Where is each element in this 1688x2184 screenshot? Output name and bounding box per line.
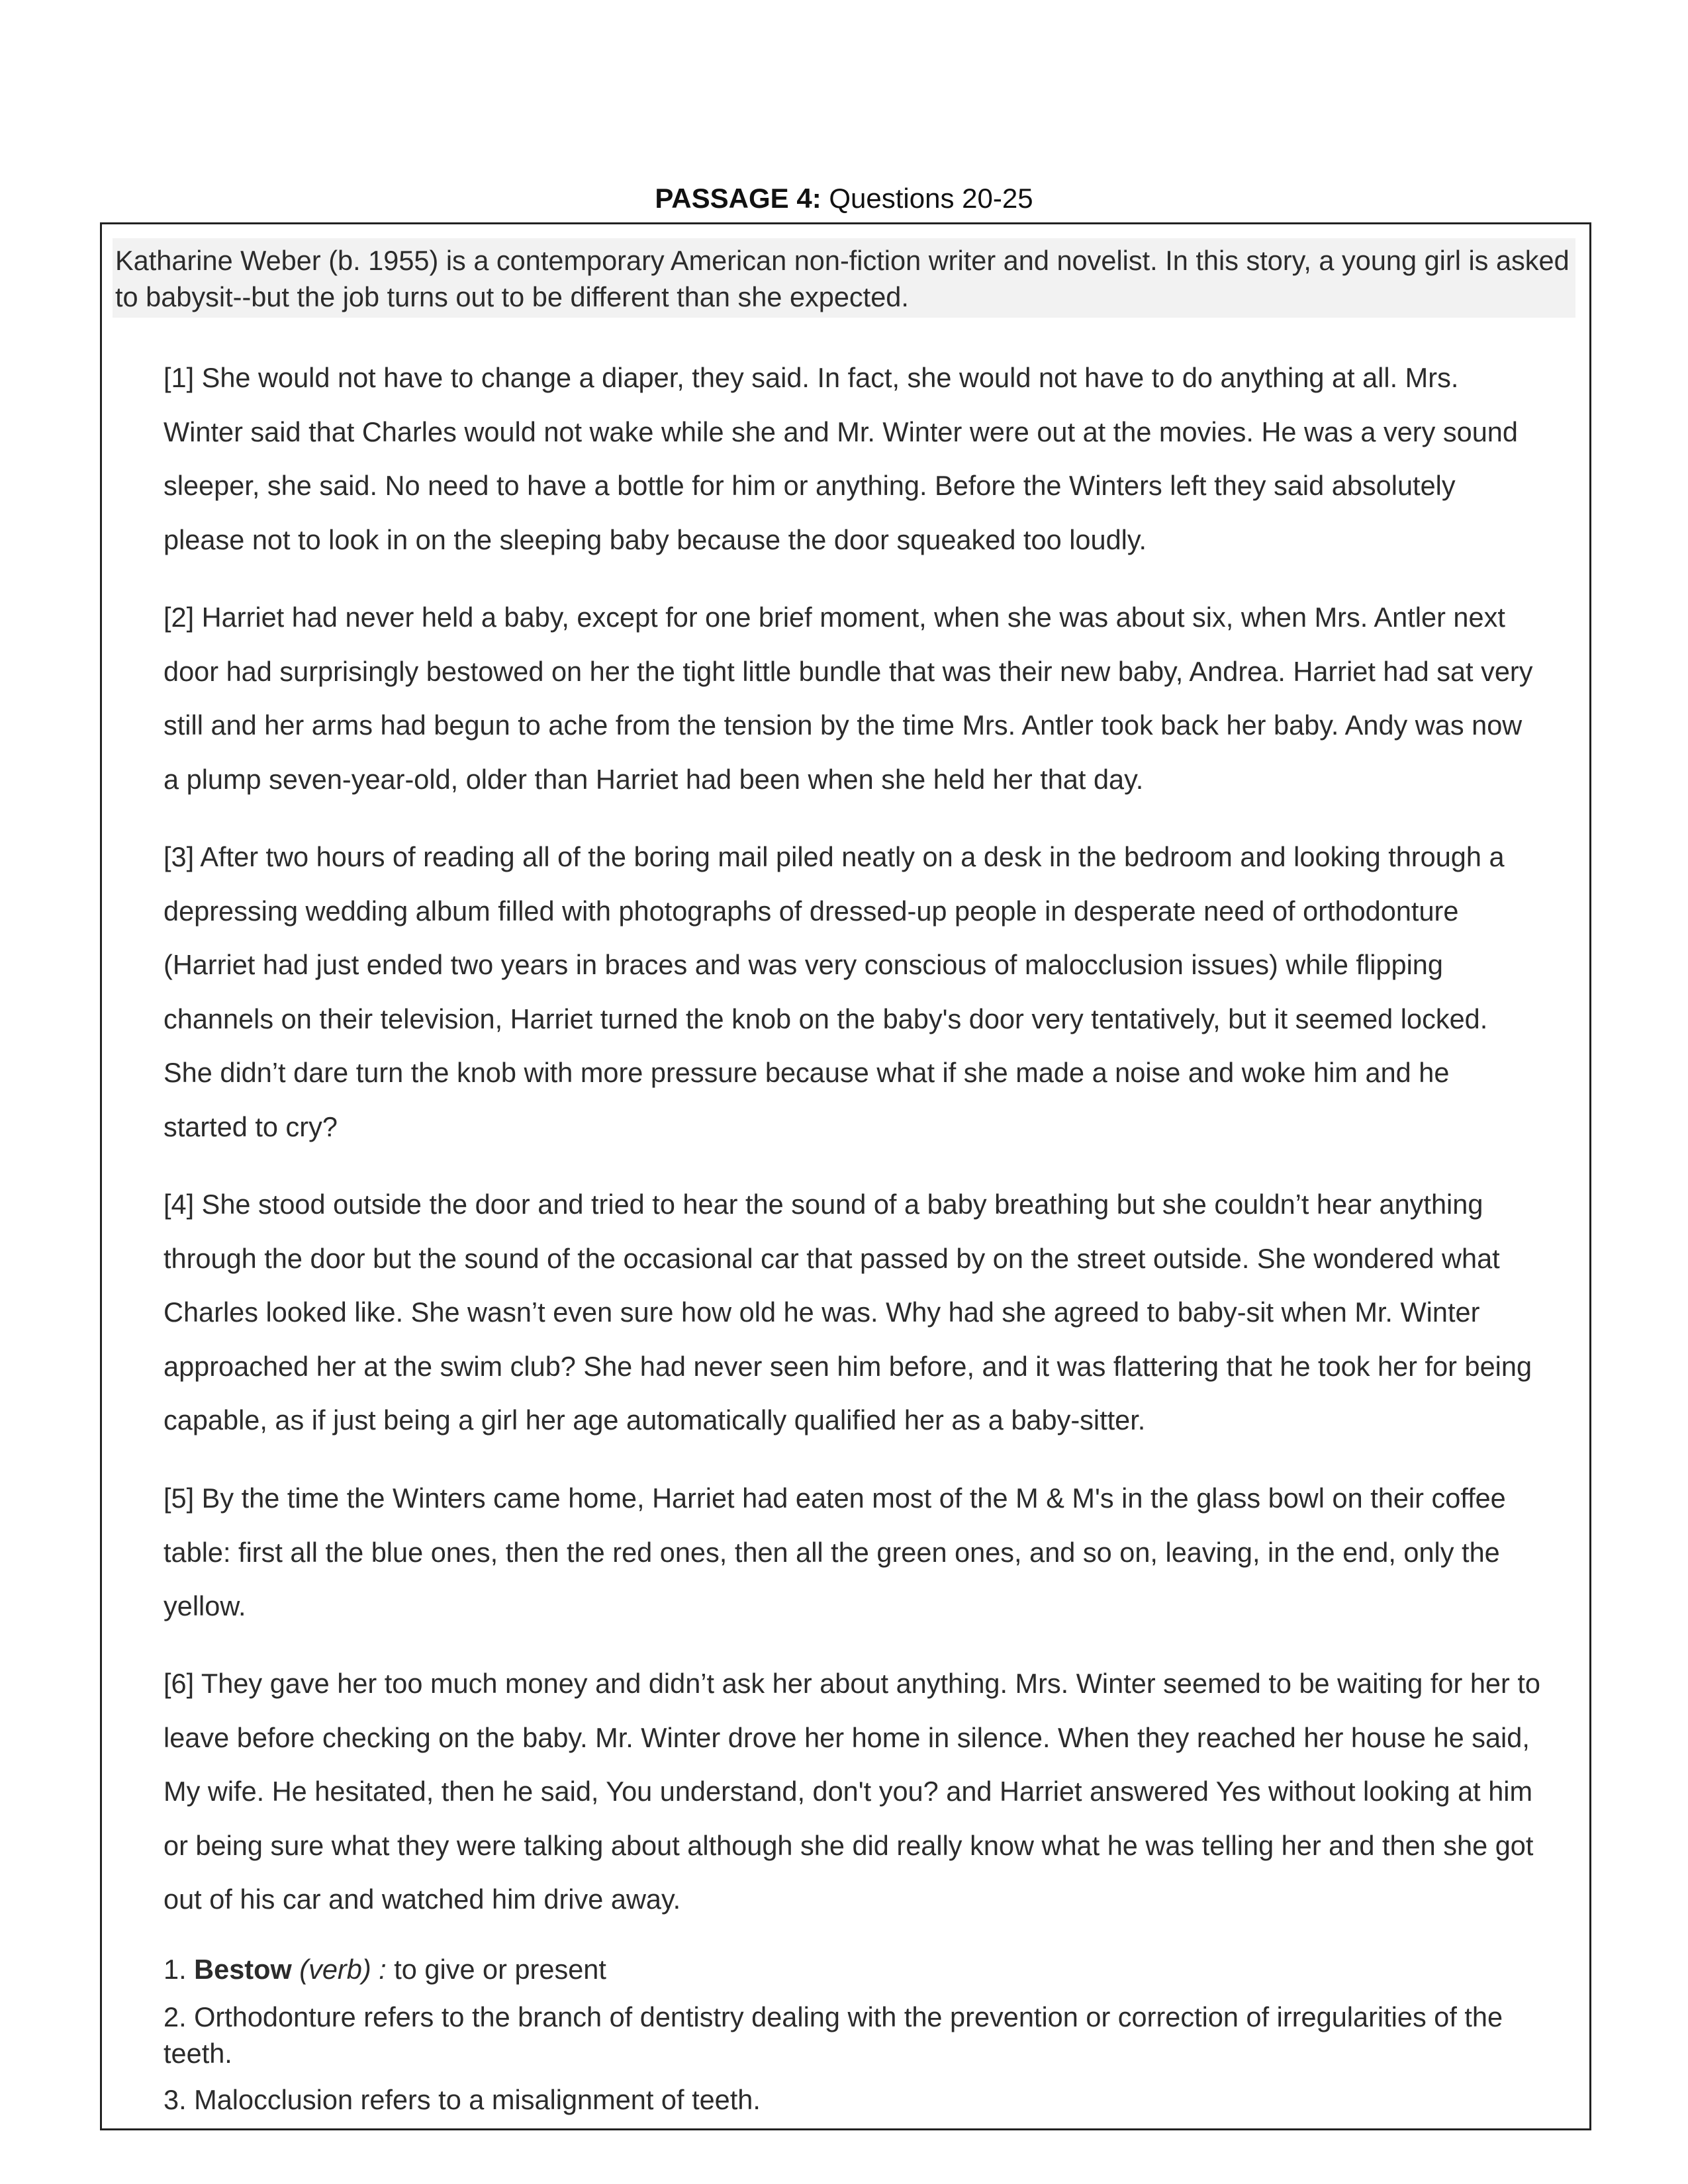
- footnote-3: 3. Malocclusion refers to a misalignment of teeth.: [164, 2084, 761, 2115]
- footnote-1-term: Bestow: [194, 1954, 292, 1985]
- passage-title: [0, 180, 1688, 217]
- footnote-1-pos: (verb) :: [299, 1954, 387, 1985]
- paragraph-3: [3] After two hours of reading all of the boring mail piled neatly on a desk in the bedroom and looking through a depressing wedding album filled with photographs of dressed-up people in desperate need of orthodonture (Harriet had just ended two years in braces and was very conscious of malocclusion issues) while flipping channels on their television, Harriet turned the knob on the baby's door very tentatively, but it seemed locked. She didn’t dare turn the knob with more pressure because what if she made a noise and woke him and he started to cry?: [164, 841, 1505, 1142]
- paragraph-2: [2] Harriet had never held a baby, except for one brief moment, when she was about six, when Mrs. Antler next door had surprisingly bestowed on her the tight little bundle that was their new baby, Andrea. Harriet had sat very still and her arms had begun to ache from the tension by the time Mrs. Antler took back her baby. Andy was now a plump seven-year-old, older than Harriet had been when she held her that day.: [164, 602, 1533, 795]
- footnote-1-definition: to give or present: [394, 1954, 606, 1985]
- paragraph-5: [5] By the time the Winters came home, Harriet had eaten most of the M & M's in the glass bowl on their coffee table: first all the blue ones, then the red ones, then all the green ones, and so on, leaving, in the end, only the yellow.: [164, 1482, 1506, 1621]
- passage-label: PASSAGE 4:: [655, 183, 821, 214]
- footnote-1-number: 1.: [164, 1954, 187, 1985]
- paragraph-4: [4] She stood outside the door and tried to hear the sound of a baby breathing but she couldn’t hear anything through the door but the sound of the occasional car that passed by on the street outside. She wondered what Charles looked like. She wasn’t even sure how old he was. Why had she agreed to baby-sit when Mr. Winter approached her at the swim club? She had never seen him before, and it was flattering that he took her for being capable, as if just being a girl her age automatically qualified her as a baby-sitter.: [164, 1189, 1532, 1435]
- paragraph-1: [1] She would not have to change a diaper, they said. In fact, she would not have to do anything at all. Mrs. Winter said that Charles would not wake while she and Mr. Winter were out at the movies. He was a very sound sleeper, she said. No need to have a bottle for him or anything. Before the Winters left they said absolutely please not to look in on the sleeping baby because the door squeaked too loudly.: [164, 362, 1518, 555]
- footnote-1: [164, 1951, 1540, 1987]
- passage-questions: Questions 20-25: [829, 183, 1033, 214]
- paragraph-6: [6] They gave her too much money and didn’t ask her about anything. Mrs. Winter seemed to be waiting for her to leave before checking on the baby. Mr. Winter drove her home in silence. When they reached her house he said, My wife. He hesitated, then he said, You understand, don't you? and Harriet answered Yes without looking at him or being sure what they were talking about although she did really know what he was telling her and then she got out of his car and watched him drive away.: [164, 1668, 1540, 1915]
- footnote-2: 2. Orthodonture refers to the branch of dentistry dealing with the prevention or correction of irregularities of the teeth.: [164, 2001, 1503, 2069]
- author-intro: Katharine Weber (b. 1955) is a contemporary American non-fiction writer and novelist. In this story, a young girl is asked to babysit--but the job turns out to be different than she expected.: [113, 238, 1575, 318]
